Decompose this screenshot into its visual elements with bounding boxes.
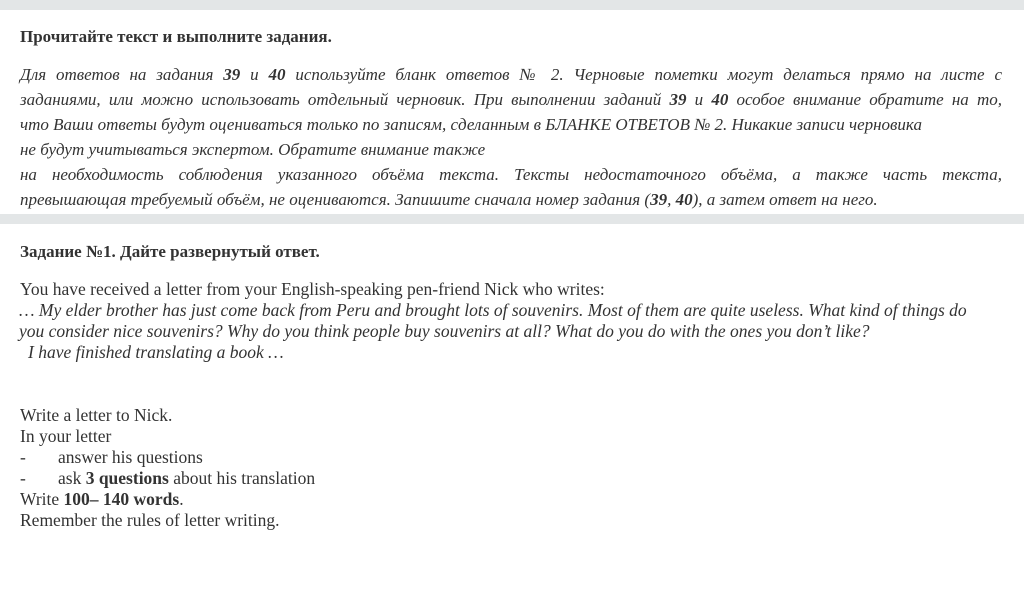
instructions-line	[20, 187, 1002, 212]
quote-line: you consider nice souvenirs? Why do you think people buy souvenirs at all? What do you do with the ones you don’t like?	[19, 321, 870, 341]
text-run: превышающая требуемый объём, не оцениваются. Запишите сначала номер задания (	[20, 190, 651, 209]
bold-text: 40	[268, 65, 286, 84]
instructions-line	[20, 137, 1002, 162]
bold-text: 39	[669, 90, 687, 109]
text-run: ), а затем ответ на него.	[692, 190, 878, 209]
text-run: .	[179, 489, 184, 509]
text-run: about his translation	[168, 468, 316, 488]
bullet-text	[58, 447, 203, 467]
text-run: Для ответов на задания	[20, 65, 224, 84]
section-divider	[0, 214, 1024, 224]
quote-tail: I have finished translating a book …	[28, 342, 284, 362]
bold-text: 100– 140 words	[63, 489, 180, 509]
text-run: особое внимание обратите на то,	[728, 90, 1003, 109]
text-run: используйте бланк ответов № 2. Черновые пометки могут делаться прямо на листе с	[285, 65, 1002, 84]
letter-intro: You have received a letter from your English-speaking pen-friend Nick who writes:	[20, 279, 605, 299]
instructions-line	[20, 87, 1002, 112]
text-run: на необходимость соблюдения указанного объёма текста. Тексты недостаточного объёма, а также часть текста,	[20, 165, 1002, 184]
text-run: ask	[58, 468, 86, 488]
bold-text: 39	[650, 190, 668, 209]
write-to-line: Write a letter to Nick.	[20, 405, 173, 425]
task-section	[0, 224, 1024, 531]
text-run: заданиями, или можно использовать отдельный черновик. При выполнении заданий	[20, 90, 670, 109]
text-run: и	[686, 90, 712, 109]
text-run: ,	[667, 190, 676, 209]
text-run: и	[240, 65, 269, 84]
text-run: не будут учитываться экспертом. Обратите внимание также	[20, 140, 486, 159]
instructions-section	[0, 10, 1024, 214]
bold-text: 39	[223, 65, 241, 84]
instructions-line	[20, 62, 1002, 87]
bullet-item	[20, 447, 1002, 468]
word-count-line	[20, 489, 1002, 510]
bullet-text	[58, 468, 315, 488]
instructions-line	[20, 162, 1002, 187]
letter-quote	[19, 300, 1002, 363]
quote-line: … My elder brother has just come back from Peru and brought lots of souvenirs. Most of them are quite useless. What kind of things do	[19, 300, 967, 320]
instructions-line	[20, 112, 1002, 137]
rules-line: Remember the rules of letter writing.	[20, 510, 280, 530]
instructions-heading: Прочитайте текст и выполните задания.	[20, 27, 332, 46]
instructions-text	[20, 62, 1002, 212]
bold-text: 40	[711, 90, 729, 109]
text-run: что Ваши ответы будут оцениваться только по записям, сделанным в БЛАНКЕ ОТВЕТОВ № 2. Никакие записи черновика	[20, 115, 922, 134]
bold-text: 3 questions	[85, 468, 169, 488]
task-heading: Задание №1. Дайте развернутый ответ.	[20, 242, 320, 261]
top-divider	[0, 0, 1024, 10]
bullet-marker: -	[20, 447, 26, 467]
text-run: Write	[20, 489, 64, 509]
bold-text: 40	[675, 190, 693, 209]
bullet-marker: -	[20, 468, 26, 488]
in-letter-line: In your letter	[20, 426, 112, 446]
task-instructions	[20, 405, 1002, 531]
text-run: answer his questions	[58, 447, 203, 467]
bullet-item	[20, 468, 1002, 489]
